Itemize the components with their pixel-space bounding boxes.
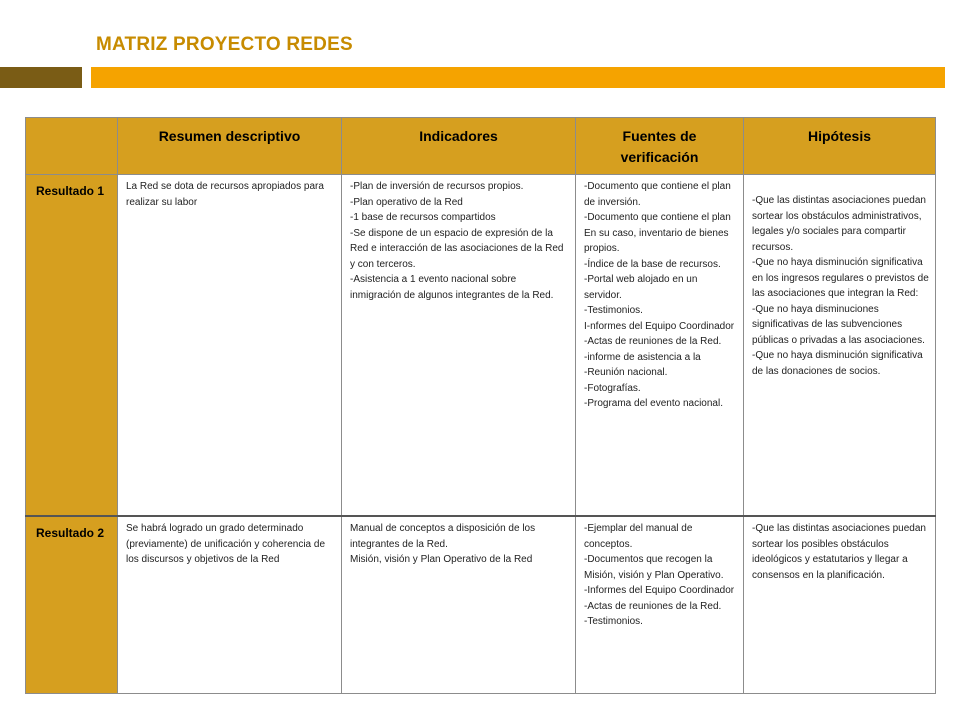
matrix-table-container: [25, 117, 935, 694]
cell-hipotesis: -Que las distintas asociaciones puedan sortear los posibles obstáculos ideológicos y estatutarios y llegar a consensos en la planificación.: [744, 516, 936, 694]
slide-title: MATRIZ PROYECTO REDES: [96, 34, 353, 55]
row-label: Resultado 1: [26, 175, 118, 517]
header-indicadores: Indicadores: [342, 118, 576, 175]
row-label: Resultado 2: [26, 516, 118, 694]
cell-fuentes: -Documento que contiene el plan de inversión. -Documento que contiene el plan En su caso, inventario de bienes propios. -Índice de la base de recursos. -Portal web alojado en un servidor. -Testimonios. I-nformes del Equipo Coordinador -Actas de reuniones de la Red. -informe de asistencia a la -Reunión nacional. -Fotografías. -Programa del evento nacional.: [576, 175, 744, 517]
matrix-table: [25, 117, 936, 694]
header-corner: [26, 118, 118, 175]
cell-hipotesis: -Que las distintas asociaciones puedan sortear los obstáculos administrativos, legales y/o sociales para compartir recursos. -Que no haya disminución significativa en los ingresos regulares o previstos de las asociaciones que integran la Red: -Que no haya disminuciones significativas de las subvenciones públicas o privadas a las asociaciones. -Que no haya disminución significativa de las donaciones de socios.: [744, 175, 936, 517]
cell-fuentes: -Ejemplar del manual de conceptos. -Documentos que recogen la Misión, visión y Plan Operativo. -Informes del Equipo Coordinador -Actas de reuniones de la Red. -Testimonios.: [576, 516, 744, 694]
cell-resumen: Se habrá logrado un grado determinado (previamente) de unificación y coherencia de los discursos y objetivos de la Red: [118, 516, 342, 694]
header-fuentes: Fuentes de verificación: [576, 118, 744, 175]
accent-bar-orange: [91, 67, 945, 88]
table-row: [26, 175, 936, 517]
table-row: [26, 516, 936, 694]
cell-indicadores: Manual de conceptos a disposición de los integrantes de la Red. Misión, visión y Plan Operativo de la Red: [342, 516, 576, 694]
cell-resumen: La Red se dota de recursos apropiados para realizar su labor: [118, 175, 342, 517]
accent-bar-dark: [0, 67, 82, 88]
cell-indicadores: -Plan de inversión de recursos propios. -Plan operativo de la Red -1 base de recursos compartidos -Se dispone de un espacio de expresión de la Red e interacción de las asociaciones de la Red y con terceros. -Asistencia a 1 evento nacional sobre inmigración de algunos integrantes de la Red.: [342, 175, 576, 517]
header-resumen: Resumen descriptivo: [118, 118, 342, 175]
header-hipotesis: Hipótesis: [744, 118, 936, 175]
table-header-row: [26, 118, 936, 175]
